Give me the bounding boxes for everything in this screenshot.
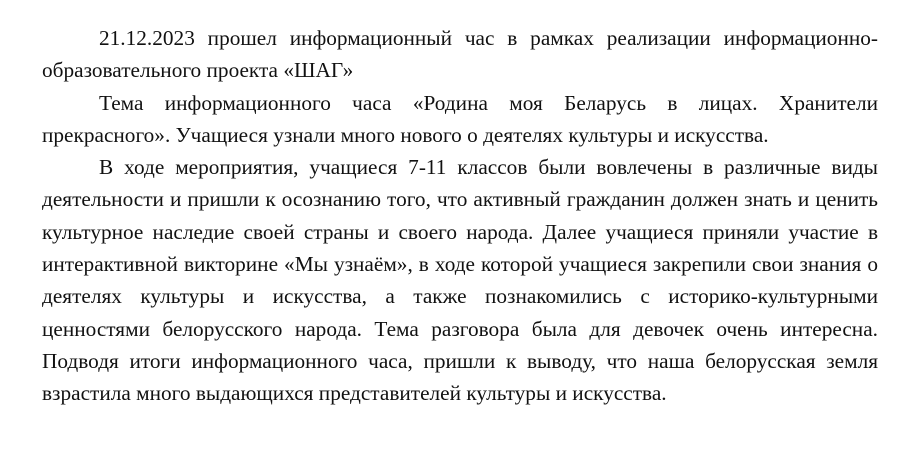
paragraph-event-details: В ходе мероприятия, учащиеся 7-11 классов были вовлечены в различные виды деятельности и пришли к осознанию того, что активный гражданин должен знать и ценить культурное наследие своей страны и своего народа. Далее учащиеся приняли участие в интерактивной викторине «Мы узнаём», в ходе которой учащиеся закрепили свои знания о деятелях культуры и искусства, а также познакомились с историко-культурными ценностями белорусского народа. Тема разговора была для девочек очень интересна. Подводя итоги информационного часа, пришли к выводу, что наша белорусская земля взрастила много выдающихся представителей культуры и искусства. — [42, 155, 878, 406]
document-body — [42, 22, 878, 410]
paragraph-topic: Тема информационного часа «Родина моя Беларусь в лицах. Хранители прекрасного». Учащиеся узнали много нового о деятелях культуры и искусства. — [42, 90, 878, 147]
paragraph-event-date: 21.12.2023 прошел информационный час в рамках реализации информационно-образовательного проекта «ШАГ» — [42, 26, 878, 83]
